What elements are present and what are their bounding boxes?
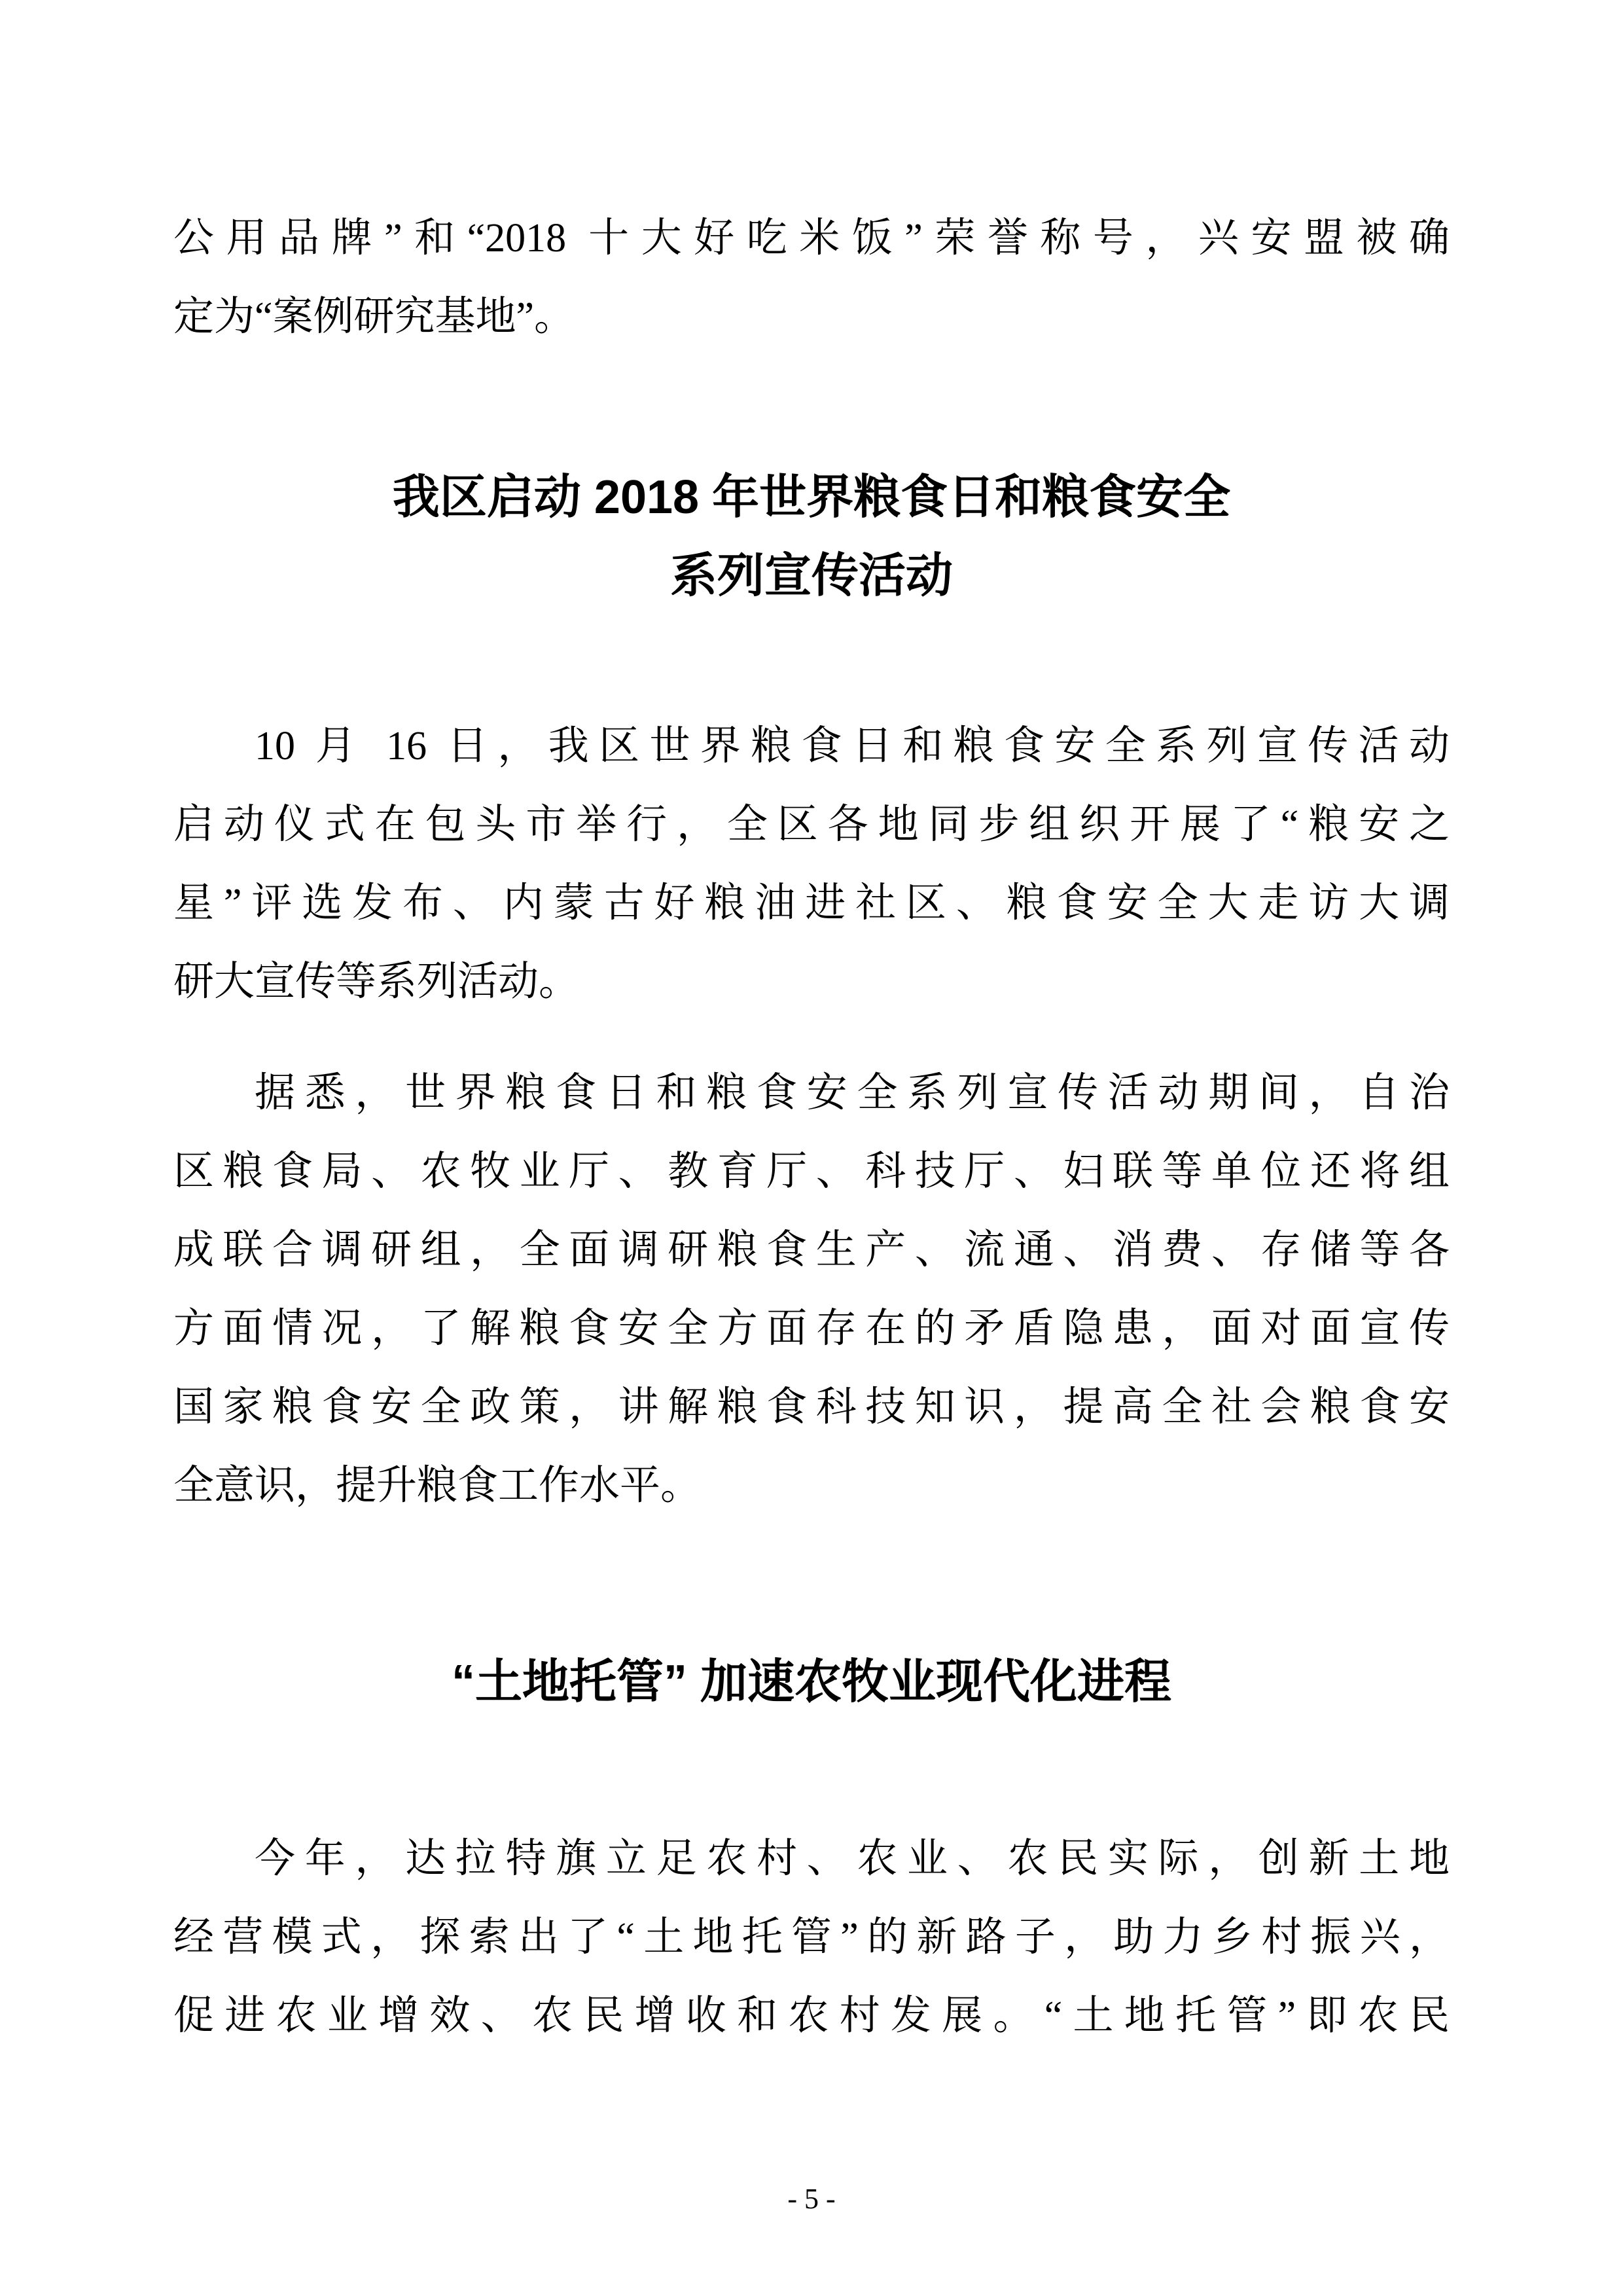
text-line: 星”评选发布、内蒙古好粮油进社区、粮食安全大走访大调 bbox=[173, 881, 1450, 925]
text-line: 成联合调研组，全面调研粮食生产、流通、消费、存储等各 bbox=[173, 1228, 1450, 1272]
section1-heading-line2: 系列宣传活动 bbox=[669, 550, 953, 602]
page-content bbox=[0, 199, 1623, 2055]
text-line: 今年，达拉特旗立足农村、农业、农民实际，创新土地 bbox=[255, 1837, 1450, 1881]
text-line: 国家粮食安全政策，讲解粮食科技知识，提高全社会粮食安 bbox=[173, 1385, 1450, 1429]
section1-paragraph2 bbox=[173, 1054, 1450, 1525]
paragraph-continuation bbox=[173, 199, 1450, 356]
section2-heading-line1: “土地托管” 加速农牧业现代化进程 bbox=[451, 1656, 1171, 1708]
text-line: 启动仪式在包头市举行，全区各地同步组织开展了“粮安之 bbox=[173, 802, 1450, 847]
section1-heading-line1: 我区启动 2018 年世界粮食日和粮食安全 bbox=[392, 471, 1231, 524]
text-line: 全意识，提升粮食工作水平。 bbox=[173, 1463, 702, 1508]
section2-paragraph1 bbox=[173, 1820, 1450, 2055]
text-line: 区粮食局、农牧业厅、教育厅、科技厅、妇联等单位还将组 bbox=[173, 1149, 1450, 1194]
text-line: 据悉，世界粮食日和粮食安全系列宣传活动期间，自治 bbox=[255, 1071, 1450, 1115]
text-line: 方面情况，了解粮食安全方面存在的矛盾隐患，面对面宣传 bbox=[173, 1306, 1450, 1351]
text-line: 促进农业增效、农民增收和农村发展。“土地托管”即农民 bbox=[173, 1994, 1450, 2038]
page-number: - 5 - bbox=[787, 2183, 836, 2215]
text-line: 公用品牌”和“2018 十大好吃米饭”荣誉称号，兴安盟被确 bbox=[173, 216, 1450, 260]
section1-paragraph1 bbox=[173, 707, 1450, 1021]
text-line: 经营模式，探索出了“土地托管”的新路子，助力乡村振兴， bbox=[173, 1915, 1450, 1960]
text-line: 10 月 16 日，我区世界粮食日和粮食安全系列宣传活动 bbox=[255, 724, 1450, 768]
section1-heading bbox=[173, 458, 1450, 615]
text-line: 定为“案例研究基地”。 bbox=[173, 295, 575, 339]
section2-heading bbox=[173, 1643, 1450, 1721]
text-line: 研大宣传等系列活动。 bbox=[173, 960, 580, 1004]
